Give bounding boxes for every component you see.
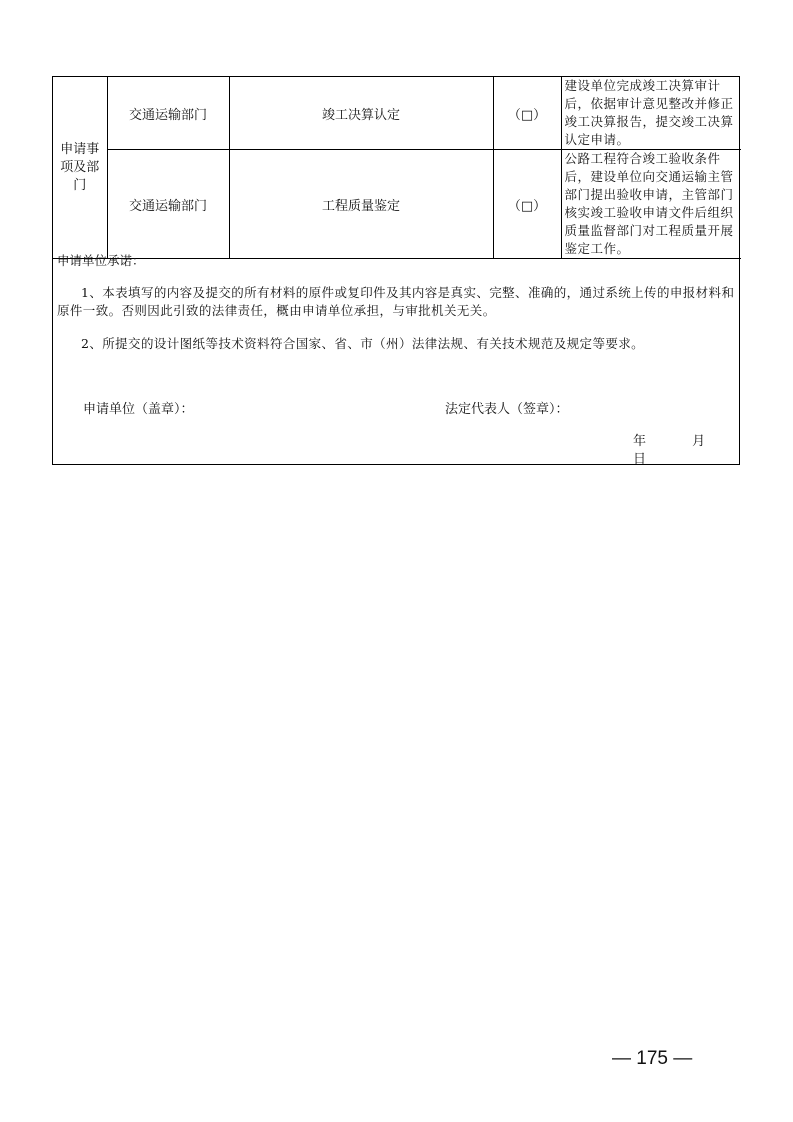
note-cell: 公路工程符合竣工验收条件后，建设单位向交通运输主管部门提出验收申请，主管部门核实竣工验收申请文件后组织质量监督部门对工程质量开展鉴定工作。 (561, 150, 741, 259)
date-label: 年 月 日 (633, 434, 720, 467)
checkbox-cell[interactable]: （□） (493, 150, 561, 259)
pledge-title: 申请单位承诺： (57, 253, 145, 268)
department-cell: 交通运输部门 (107, 150, 229, 259)
application-items-table (53, 77, 741, 259)
department-cell: 交通运输部门 (107, 77, 229, 150)
pledge-item-1: 1、本表填写的内容及提交的所有材料的原件或复印件及其内容是真实、完整、准确的，通过系统上传的申报材料和原件一致。否则因此引致的法律责任，概由申请单位承担，与审批机关无关。 (57, 285, 735, 318)
application-form (52, 76, 740, 465)
page-number: — 175 — (612, 1048, 693, 1069)
applicant-seal-label: 申请单位（盖章）： (83, 402, 194, 417)
item-cell: 竣工决算认定 (229, 77, 493, 150)
item-cell: 工程质量鉴定 (229, 150, 493, 259)
pledge-item-2: 2、所提交的设计图纸等技术资料符合国家、省、市（州）法律法规、有关技术规范及规定等要求。 (81, 336, 645, 351)
legal-rep-signature-label: 法定代表人（签章）： (445, 402, 569, 417)
table-row (53, 150, 741, 259)
group-label: 申请事项及部门 (53, 77, 107, 259)
table-row (53, 77, 741, 150)
note-cell: 建设单位完成竣工决算审计后，依据审计意见整改并修正竣工决算报告，提交竣工决算认定申请。 (561, 77, 741, 150)
pledge-section (53, 252, 739, 467)
checkbox-cell[interactable]: （□） (493, 77, 561, 150)
